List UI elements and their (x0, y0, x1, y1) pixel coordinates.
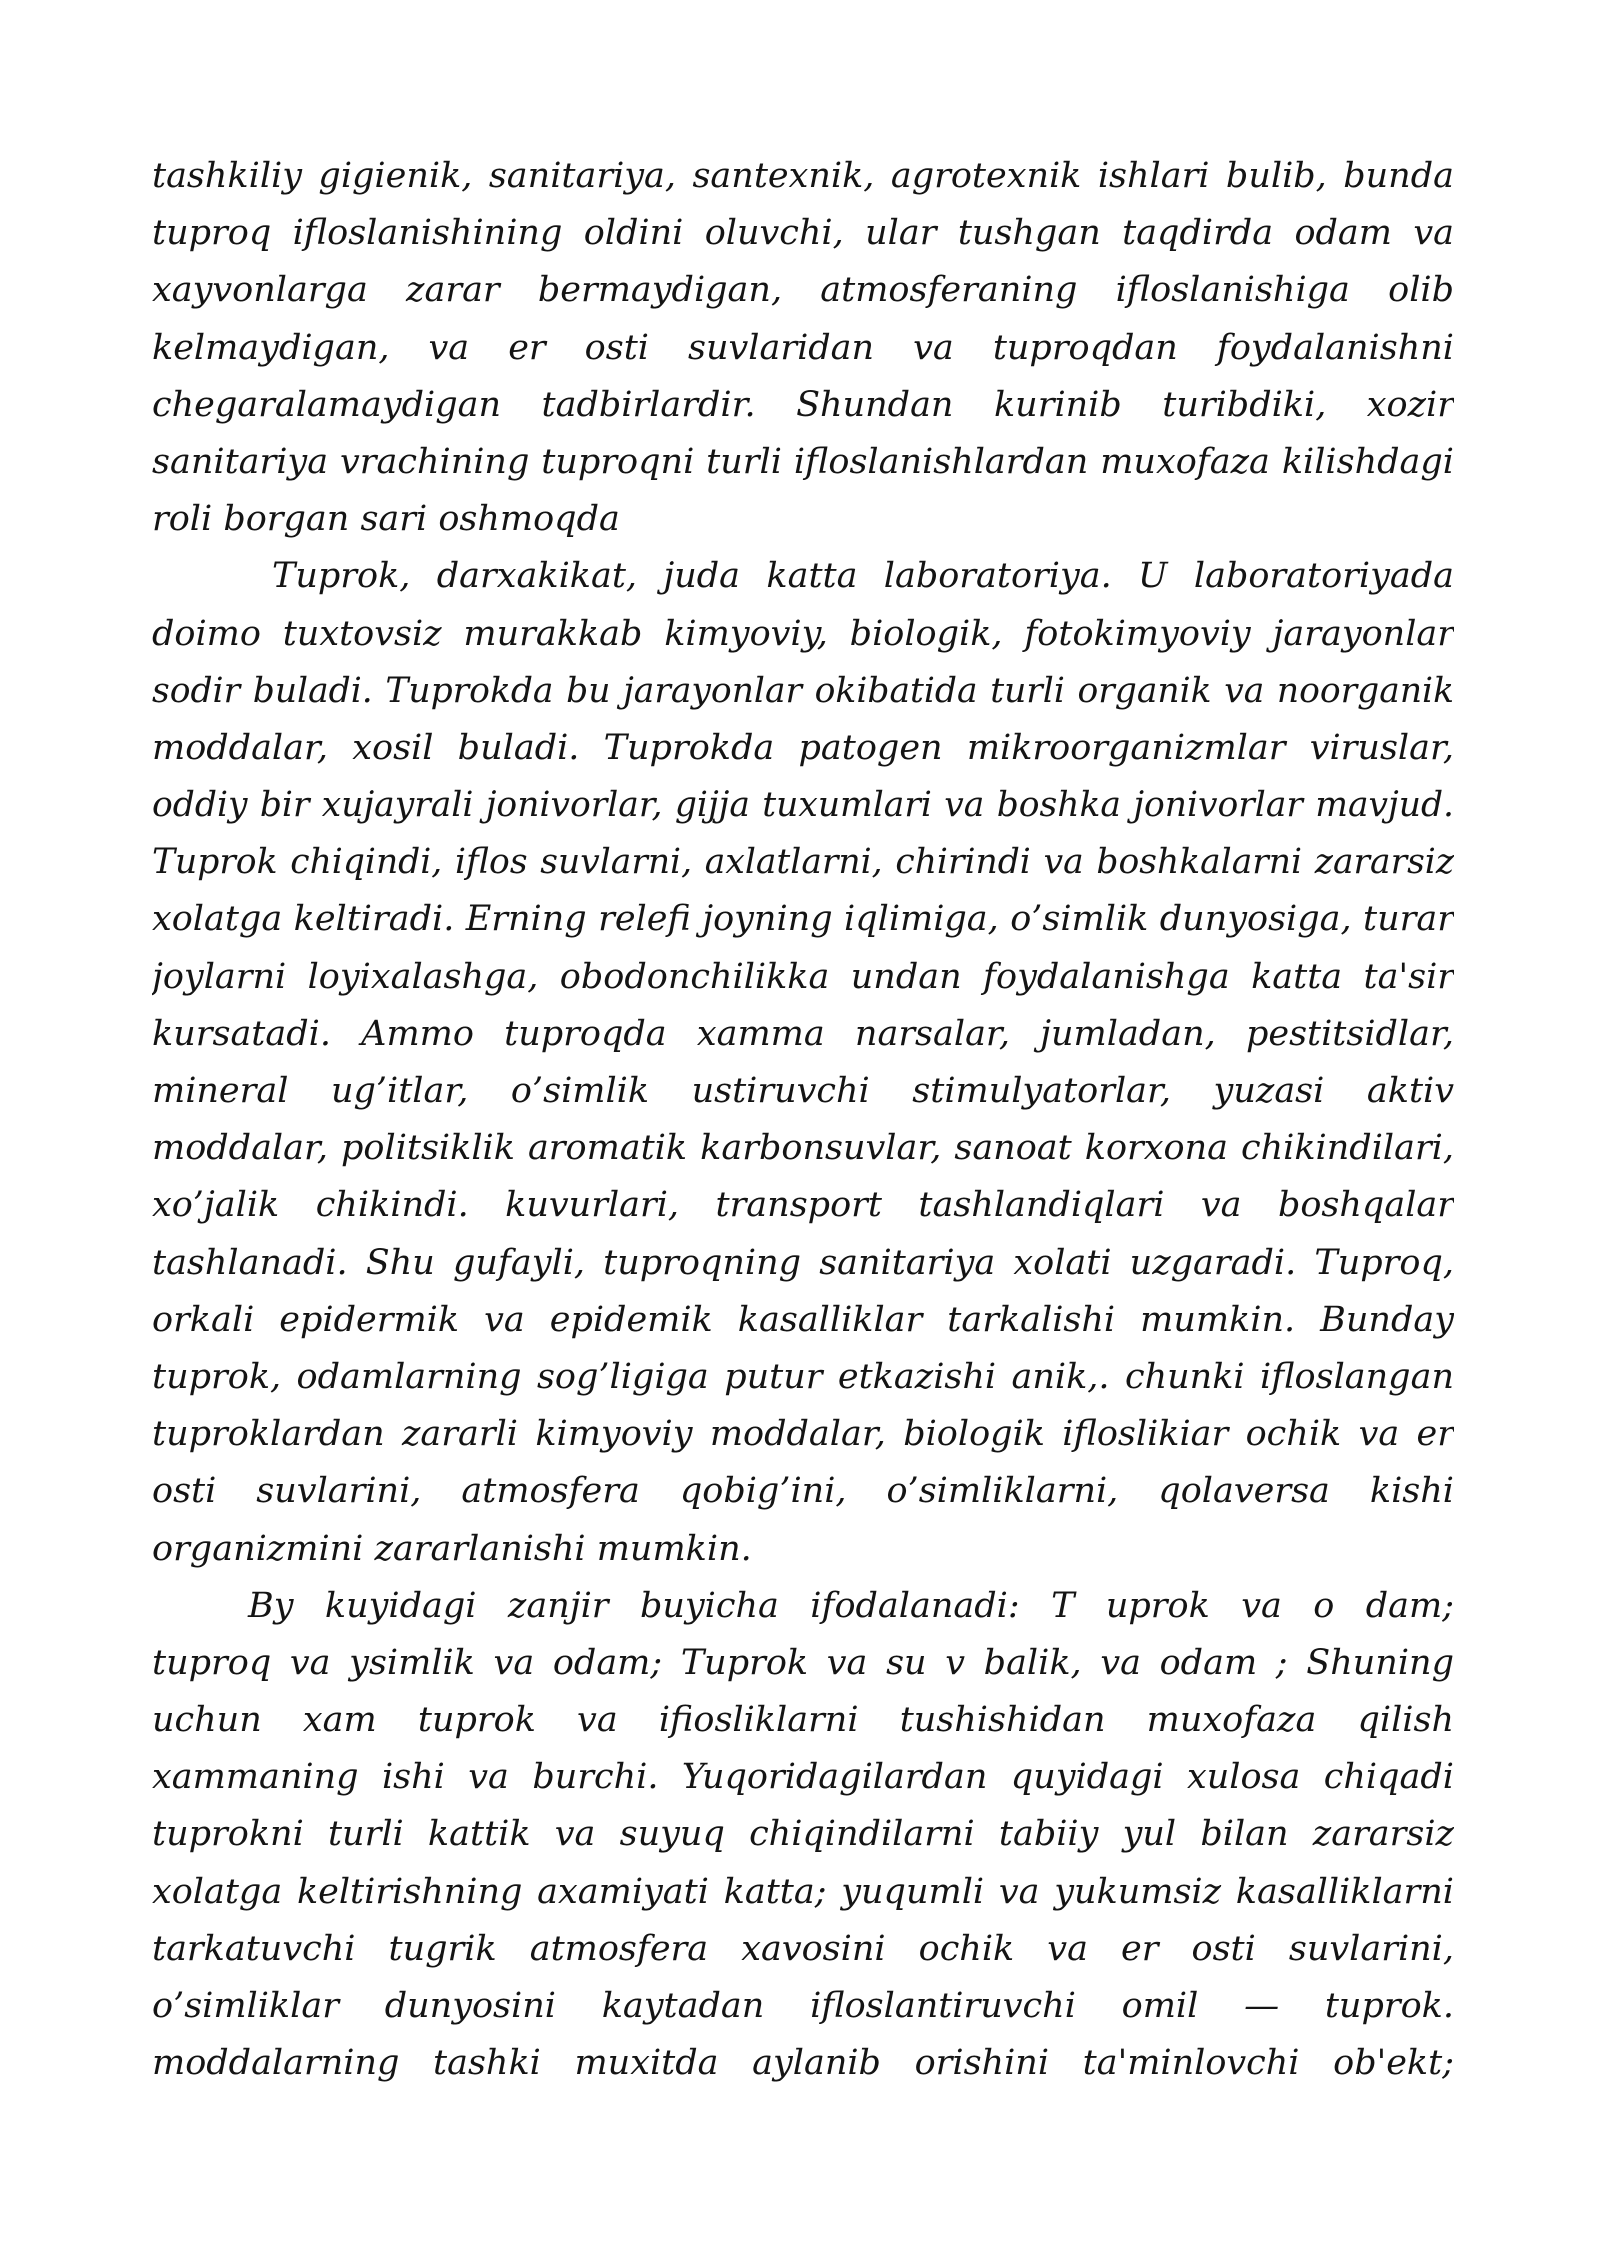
text-line: Tuprok chiqindi, iflos suvlarni, axlatlarni, chirindi va boshkalarni zararsiz (152, 842, 1454, 883)
text-line: sodir buladi. Tuprokda bu jarayonlar okibatida turli organik va noorganik (152, 670, 1454, 711)
paragraph-3 (152, 1578, 1454, 2093)
text-line: doimo tuxtovsiz murakkab kimyoviy, biologik, fotokimyoviy jarayonlar (152, 613, 1454, 654)
text-line: tarkatuvchi tugrik atmosfera xavosini ochik va er osti suvlarini, (152, 1928, 1454, 1969)
text-line: xolatga keltiradi. Erning relefi joyning iqlimiga, o’simlik dunyosiga, turar (152, 899, 1454, 940)
text-line: moddalar, xosil buladi. Tuprokda patogen mikroorganizmlar viruslar, (152, 727, 1454, 768)
text-line: osti suvlarini, atmosfera qobig’ini, o’simliklarni, qolaversa kishi (152, 1471, 1454, 1512)
text-line: roli borgan sari oshmoqda (152, 499, 620, 540)
text-line: joylarni loyixalashga, obodonchilikka undan foydalanishga katta ta'sir (152, 956, 1454, 997)
text-line: tashkiliy gigienik, sanitariya, santexnik, agrotexnik ishlari bulib, bunda (152, 156, 1454, 196)
text-line: xo’jalik chikindi. kuvurlari, transport tashlandiqlari va boshqalar (152, 1185, 1454, 1226)
text-line: chegaralamaydigan tadbirlardir. Shundan kurinib turibdiki, xozir (152, 384, 1454, 425)
text-line: tuprok, odamlarning sog’ligiga putur etkazishi anik,. chunki ifloslangan (152, 1356, 1454, 1397)
text-line: xolatga keltirishning axamiyati katta; yuqumli va yukumsiz kasalliklarni (152, 1871, 1454, 1912)
text-line: tuproq va ysimlik va odam; Tuprok va su v balik, va odam ; Shuning (152, 1642, 1454, 1683)
text-line: tashlanadi. Shu gufayli, tuproqning sanitariya xolati uzgaradi. Tuproq, (152, 1242, 1454, 1283)
text-line: xammaning ishi va burchi. Yuqoridagilardan quyidagi xulosa chiqadi (152, 1757, 1454, 1798)
text-line: By kuyidagi zanjir buyicha ifodalanadi: T uprok va o dam; (248, 1585, 1454, 1626)
text-line: mineral ug’itlar, o’simlik ustiruvchi stimulyatorlar, yuzasi aktiv (152, 1071, 1454, 1111)
text-line: moddalarning tashki muxitda aylanib orishini ta'minlovchi ob'ekt; (152, 2043, 1454, 2084)
text-line: o’simliklar dunyosini kaytadan ifloslantiruvchi omil — tuprok. (152, 1986, 1454, 2026)
text-line: uchun xam tuprok va ifiosliklarni tushishidan muxofaza qilish (152, 1700, 1454, 1741)
text-line: kelmaydigan, va er osti suvlaridan va tuproqdan foydalanishni (152, 327, 1454, 368)
text-line: tuproq ifloslanishining oldini oluvchi, ular tushgan taqdirda odam va (152, 213, 1454, 254)
text-line: sanitariya vrachining tuproqni turli ifloslanishlardan muxofaza kilishdagi (152, 441, 1454, 482)
text-line: oddiy bir xujayrali jonivorlar, gijja tuxumlari va boshka jonivorlar mavjud. (152, 785, 1454, 826)
text-line: xayvonlarga zarar bermaydigan, atmosferaning ifloslanishiga olib (152, 270, 1454, 311)
text-line: tuprokni turli kattik va suyuq chiqindilarni tabiiy yul bilan zararsiz (152, 1814, 1454, 1855)
text-line: moddalar, politsiklik aromatik karbonsuvlar, sanoat korxona chikindilari, (152, 1128, 1454, 1169)
text-line: tuproklardan zararli kimyoviy moddalar, biologik ifloslikiar ochik va er (152, 1414, 1454, 1455)
text-line: Tuprok, darxakikat, juda katta laboratoriya. U laboratoriyada (272, 556, 1454, 597)
text-line: orkali epidermik va epidemik kasalliklar tarkalishi mumkin. Bunday (152, 1299, 1454, 1340)
document-page (152, 148, 1454, 2092)
text-line: kursatadi. Ammo tuproqda xamma narsalar, jumladan, pestitsidlar, (152, 1013, 1454, 1054)
paragraph-2 (152, 548, 1454, 1577)
paragraph-1 (152, 148, 1454, 548)
text-line: organizmini zararlanishi mumkin. (152, 1528, 752, 1569)
